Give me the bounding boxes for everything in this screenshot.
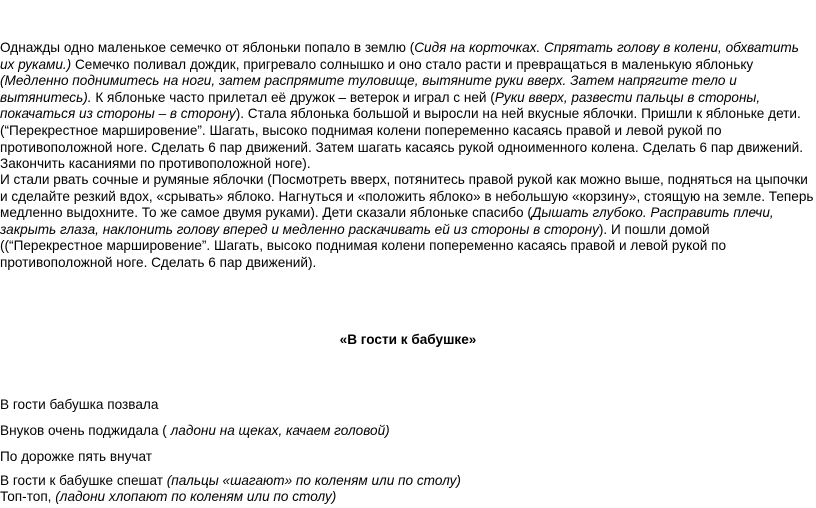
p1-run-5: Руки вверх, развести пальцы в стороны, покачаться из стороны – в сторону (0, 89, 761, 122)
p1-run-4: К яблоньке часто прилетал её дружок – ветерок и играл с ней ( (91, 89, 495, 105)
paragraph-picking-apples (0, 172, 816, 272)
paragraph-apple-tree-story (0, 40, 816, 173)
poem-line-2-gesture: ладони на щеках, качаем головой) (170, 423, 390, 438)
poem-line-2-text: Внуков очень поджидала ( (0, 423, 171, 438)
poem-line-5-gesture: (ладони хлопают по коленям или по столу) (55, 489, 337, 504)
p1-run-1: Сидя на корточках. Спрятать голову в колени, обхватить их руками.) (0, 40, 799, 72)
p1-run-2: Семечко поливал дождик, пригревало солнышко и оно стало расти и превращаться в маленькую яблоньку (71, 56, 754, 72)
p2-run-0: И стали рвать сочные и румяные яблочки (Посмотреть вверх, потянитесь правой рукой как можно выше, подняться на цыпочки и сделайте резкий вдох, «срывать» яблоко. Нагнуться и «положить яблоко» в небольшую «корзину», стоящую на земле. Теперь медленно выдохните. То же самое двумя руками). Дети сказали яблоньке спасибо ( (0, 172, 814, 221)
poem-line-4-text: В гости к бабушке спешат (0, 473, 167, 488)
poem-line-4 (0, 473, 461, 490)
poem-line-1 (0, 397, 158, 414)
p2-run-1: Дышать глубоко. Расправить плечи, закрыть глаза, наклонить голову вперед и медленно раскачивать ей из стороны в сторону (0, 205, 774, 237)
poem-line-3 (0, 449, 152, 466)
poem-line-5-text: Топ-топ, (0, 489, 56, 504)
p1-run-6: ). Стала яблонька большой и выросли на ней вкусные яблочки. Пришли к яблоньке дети. (“Перекрестное маршировение”. Шагать, высоко поднимая колени попеременно касаясь правой и левой рукой по противоположной ноге. Сделать 6 пар движений. Затем шагать касаясь рукой одноименного колена. Сделать 6 пар движений. Закончить касаниями по противоположной ноге). (0, 106, 804, 172)
p1-run-0: Однажды одно маленькое семечко от яблоньки попало в землю ( (0, 40, 415, 55)
poem-line-3-text: По дорожке пять внучат (0, 449, 153, 464)
poem-line-1-text: В гости бабушка позвала (0, 397, 159, 412)
poem-line-5 (0, 489, 336, 506)
poem-line-4-gesture: (пальцы «шагают» по коленям или по столу) (166, 473, 461, 488)
p1-run-3: (Медленно поднимитесь на ноги, затем распрямите туловище, вытяните руки вверх. Затем напрягите тело и вытянитесь). (0, 73, 737, 105)
p2-run-2: ). И пошли домой ((“Перекрестное маршировение”. Шагать, высоко поднимая колени попеременно касаясь правой и левой рукой по противоположной ноге. Сделать 6 пар движений). (0, 221, 727, 270)
section-title: «В гости к бабушке» (339, 332, 477, 347)
poem-line-2 (0, 423, 390, 440)
